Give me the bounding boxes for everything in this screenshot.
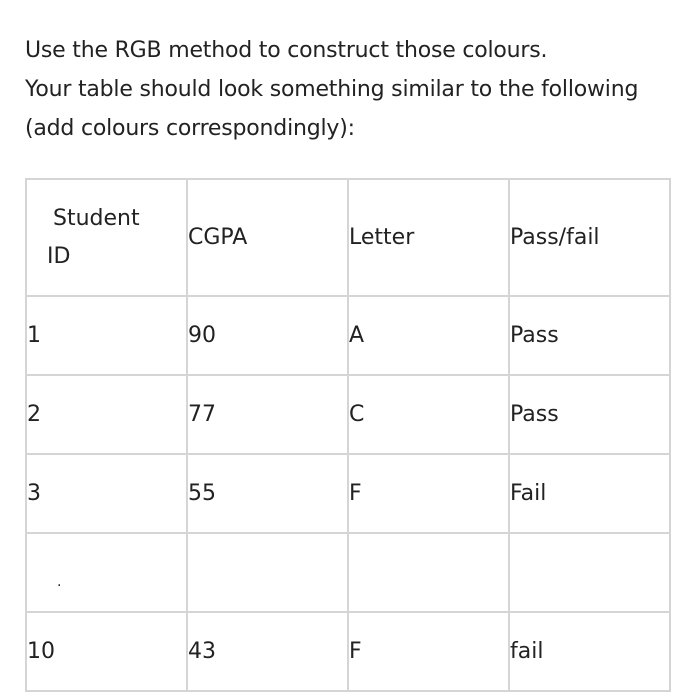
table-header-row xyxy=(26,179,670,296)
letter-value: C xyxy=(349,402,365,427)
cell-student-id xyxy=(26,612,187,691)
pass-fail-value: Pass xyxy=(510,323,559,348)
cell-cgpa xyxy=(187,375,348,454)
header-student-id-line1: Student xyxy=(53,205,140,231)
header-pass-fail xyxy=(509,179,670,296)
letter-value: F xyxy=(349,639,362,664)
cell-letter xyxy=(348,375,509,454)
table-row xyxy=(26,533,670,612)
cell-cgpa xyxy=(187,612,348,691)
cell-pass-fail xyxy=(509,612,670,691)
cell-letter xyxy=(348,533,509,612)
header-student-id xyxy=(26,179,187,296)
cell-student-id xyxy=(26,533,187,612)
cell-letter xyxy=(348,454,509,533)
cell-student-id xyxy=(26,375,187,454)
student-id-value: 10 xyxy=(27,639,55,664)
student-id-ellipsis: . xyxy=(57,574,62,590)
cell-cgpa xyxy=(187,533,348,612)
cell-pass-fail xyxy=(509,533,670,612)
letter-value: F xyxy=(349,481,362,506)
header-cgpa-label: CGPA xyxy=(188,225,248,250)
instruction-line-2: Your table should look something similar to the following xyxy=(25,77,639,102)
instructions xyxy=(25,31,685,148)
cgpa-value: 43 xyxy=(188,639,216,664)
pass-fail-value: Pass xyxy=(510,402,559,427)
cell-letter xyxy=(348,296,509,375)
cgpa-value: 90 xyxy=(188,323,216,348)
pass-fail-value: Fail xyxy=(510,481,547,506)
table-row xyxy=(26,612,670,691)
table-row xyxy=(26,296,670,375)
cell-pass-fail xyxy=(509,375,670,454)
cell-pass-fail xyxy=(509,296,670,375)
cell-letter xyxy=(348,612,509,691)
header-letter-label: Letter xyxy=(349,225,415,250)
cgpa-value: 77 xyxy=(188,402,216,427)
header-cgpa xyxy=(187,179,348,296)
student-id-value: 1 xyxy=(27,323,41,348)
instruction-line-1: Use the RGB method to construct those colours. xyxy=(25,38,548,63)
header-letter xyxy=(348,179,509,296)
cgpa-value: 55 xyxy=(188,481,216,506)
header-student-id-line2: ID xyxy=(47,243,71,269)
cell-cgpa xyxy=(187,296,348,375)
student-id-value: 3 xyxy=(27,481,41,506)
cell-cgpa xyxy=(187,454,348,533)
instruction-line-3: (add colours correspondingly): xyxy=(25,116,355,141)
cell-student-id xyxy=(26,454,187,533)
letter-value: A xyxy=(349,323,365,348)
pass-fail-value: fail xyxy=(510,639,544,664)
cell-student-id xyxy=(26,296,187,375)
grades-table xyxy=(25,178,671,692)
header-pass-fail-label: Pass/fail xyxy=(510,225,600,250)
cell-pass-fail xyxy=(509,454,670,533)
table-row xyxy=(26,454,670,533)
table-row xyxy=(26,375,670,454)
student-id-value: 2 xyxy=(27,402,41,427)
